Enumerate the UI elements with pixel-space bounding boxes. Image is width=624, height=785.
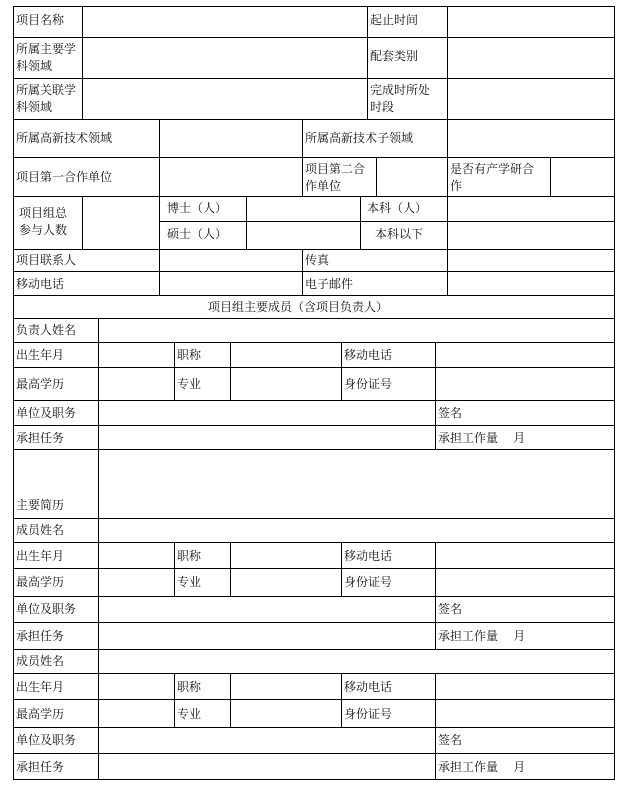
- leader-title-label: 职称: [177, 348, 202, 362]
- leader-name-label: 负责人姓名: [16, 323, 77, 337]
- email-field[interactable]: [448, 272, 614, 295]
- start-end-time-label: 起止时间: [370, 13, 419, 27]
- leader-mobile-label: 移动电话: [344, 348, 393, 362]
- member-name-field[interactable]: [99, 519, 614, 542]
- leader-signature-label: 签名: [438, 406, 463, 420]
- leader-resume-label: 主要简历: [16, 498, 65, 512]
- member-unit-field[interactable]: [99, 597, 435, 622]
- member-unit-field[interactable]: [99, 728, 435, 753]
- leader-major-field[interactable]: [231, 368, 341, 400]
- project-name-label: 项目名称: [16, 13, 65, 27]
- leader-title-field[interactable]: [231, 343, 341, 367]
- master-label: 硕士（人）: [167, 227, 228, 241]
- hightech-field-label: 所属高新技术领域: [16, 131, 113, 145]
- first-partner-label: 项目第一合作单位: [16, 170, 113, 184]
- leader-birth-field[interactable]: [99, 343, 174, 367]
- member-id-field[interactable]: [436, 700, 614, 727]
- contact-field[interactable]: [160, 250, 302, 271]
- member-task-label: 承担任务: [16, 760, 65, 774]
- leader-id-field[interactable]: [436, 368, 614, 400]
- member-education-field[interactable]: [99, 569, 174, 596]
- member-education-field[interactable]: [99, 700, 174, 727]
- leader-task-field[interactable]: [99, 426, 435, 449]
- member-title-label: 职称: [177, 680, 202, 694]
- member-workload-label: 承担工作量 月: [438, 760, 526, 774]
- leader-major-label: 专业: [177, 377, 202, 391]
- project-name-field[interactable]: [83, 7, 367, 37]
- member-signature-label: 签名: [438, 602, 463, 616]
- leader-education-label: 最高学历: [16, 377, 65, 391]
- leader-unit-field[interactable]: [99, 401, 435, 425]
- second-partner-field[interactable]: [377, 158, 447, 196]
- support-category-field[interactable]: [448, 38, 614, 78]
- mobile-field[interactable]: [160, 272, 302, 295]
- second-partner-label: 项目第二合作单位: [305, 162, 366, 193]
- member-birth-label: 出生年月: [16, 680, 65, 694]
- team-total-field[interactable]: [83, 197, 159, 249]
- mobile-label: 移动电话: [16, 277, 65, 291]
- phd-field[interactable]: [247, 197, 360, 221]
- member-education-label: 最高学历: [16, 575, 65, 589]
- member-title-label: 职称: [177, 549, 202, 563]
- below-bachelor-label: 本科以下: [375, 227, 424, 241]
- team-total-label: 项目组总参与人数: [19, 206, 68, 237]
- contact-label: 项目联系人: [16, 253, 77, 267]
- related-discipline-field[interactable]: [83, 79, 367, 119]
- members-section-header: 项目组主要成员（含项目负责人）: [208, 300, 389, 314]
- leader-birth-label: 出生年月: [16, 348, 65, 362]
- leader-id-label: 身份证号: [344, 377, 393, 391]
- member-birth-field[interactable]: [99, 543, 174, 568]
- member-name-label: 成员姓名: [16, 654, 65, 668]
- fax-label: 传真: [305, 253, 330, 267]
- hightech-field-input[interactable]: [160, 120, 302, 157]
- member-unit-label: 单位及职务: [16, 733, 77, 747]
- member-major-label: 专业: [177, 707, 202, 721]
- leader-workload-label: 承担工作量 月: [438, 431, 526, 445]
- hightech-subfield-input[interactable]: [448, 120, 614, 157]
- member-major-field[interactable]: [231, 700, 341, 727]
- related-discipline-label: 所属关联学科领域: [16, 83, 77, 114]
- main-discipline-field[interactable]: [83, 38, 367, 78]
- member-id-label: 身份证号: [344, 707, 393, 721]
- member-mobile-label: 移动电话: [344, 680, 393, 694]
- phd-label: 博士（人）: [167, 201, 228, 215]
- below-bachelor-field[interactable]: [448, 222, 614, 249]
- member-major-label: 专业: [177, 575, 202, 589]
- support-category-label: 配套类别: [370, 49, 419, 63]
- leader-task-label: 承担任务: [16, 431, 65, 445]
- master-field[interactable]: [247, 222, 360, 249]
- member-task-field[interactable]: [99, 754, 435, 779]
- leader-unit-label: 单位及职务: [16, 406, 77, 420]
- member-mobile-field[interactable]: [436, 543, 614, 568]
- member-unit-label: 单位及职务: [16, 602, 77, 616]
- member-mobile-label: 移动电话: [344, 549, 393, 563]
- start-end-time-field[interactable]: [448, 7, 614, 37]
- bachelor-label: 本科（人）: [367, 201, 428, 215]
- member-name-field[interactable]: [99, 650, 614, 673]
- bachelor-field[interactable]: [448, 197, 614, 221]
- leader-name-field[interactable]: [99, 319, 614, 342]
- first-partner-field[interactable]: [160, 158, 302, 196]
- leader-education-field[interactable]: [99, 368, 174, 400]
- leader-mobile-field[interactable]: [436, 343, 614, 367]
- member-title-field[interactable]: [231, 674, 341, 699]
- leader-resume-field[interactable]: [99, 450, 614, 518]
- member-mobile-field[interactable]: [436, 674, 614, 699]
- member-education-label: 最高学历: [16, 707, 65, 721]
- hightech-subfield-label: 所属高新技术子领域: [305, 131, 414, 145]
- member-birth-label: 出生年月: [16, 549, 65, 563]
- main-discipline-label: 所属主要学科领域: [16, 42, 77, 73]
- member-task-field[interactable]: [99, 623, 435, 649]
- email-label: 电子邮件: [305, 277, 354, 291]
- member-title-field[interactable]: [231, 543, 341, 568]
- member-major-field[interactable]: [231, 569, 341, 596]
- member-birth-field[interactable]: [99, 674, 174, 699]
- member-signature-label: 签名: [438, 733, 463, 747]
- member-workload-label: 承担工作量 月: [438, 629, 526, 643]
- member-id-field[interactable]: [436, 569, 614, 596]
- member-id-label: 身份证号: [344, 575, 393, 589]
- completion-stage-label: 完成时所处时段: [370, 83, 431, 114]
- industry-academia-label: 是否有产学研合作: [450, 162, 535, 193]
- fax-field[interactable]: [448, 250, 614, 271]
- member-task-label: 承担任务: [16, 629, 65, 643]
- completion-stage-field[interactable]: [448, 79, 614, 119]
- industry-academia-field[interactable]: [551, 158, 614, 196]
- member-name-label: 成员姓名: [16, 523, 65, 537]
